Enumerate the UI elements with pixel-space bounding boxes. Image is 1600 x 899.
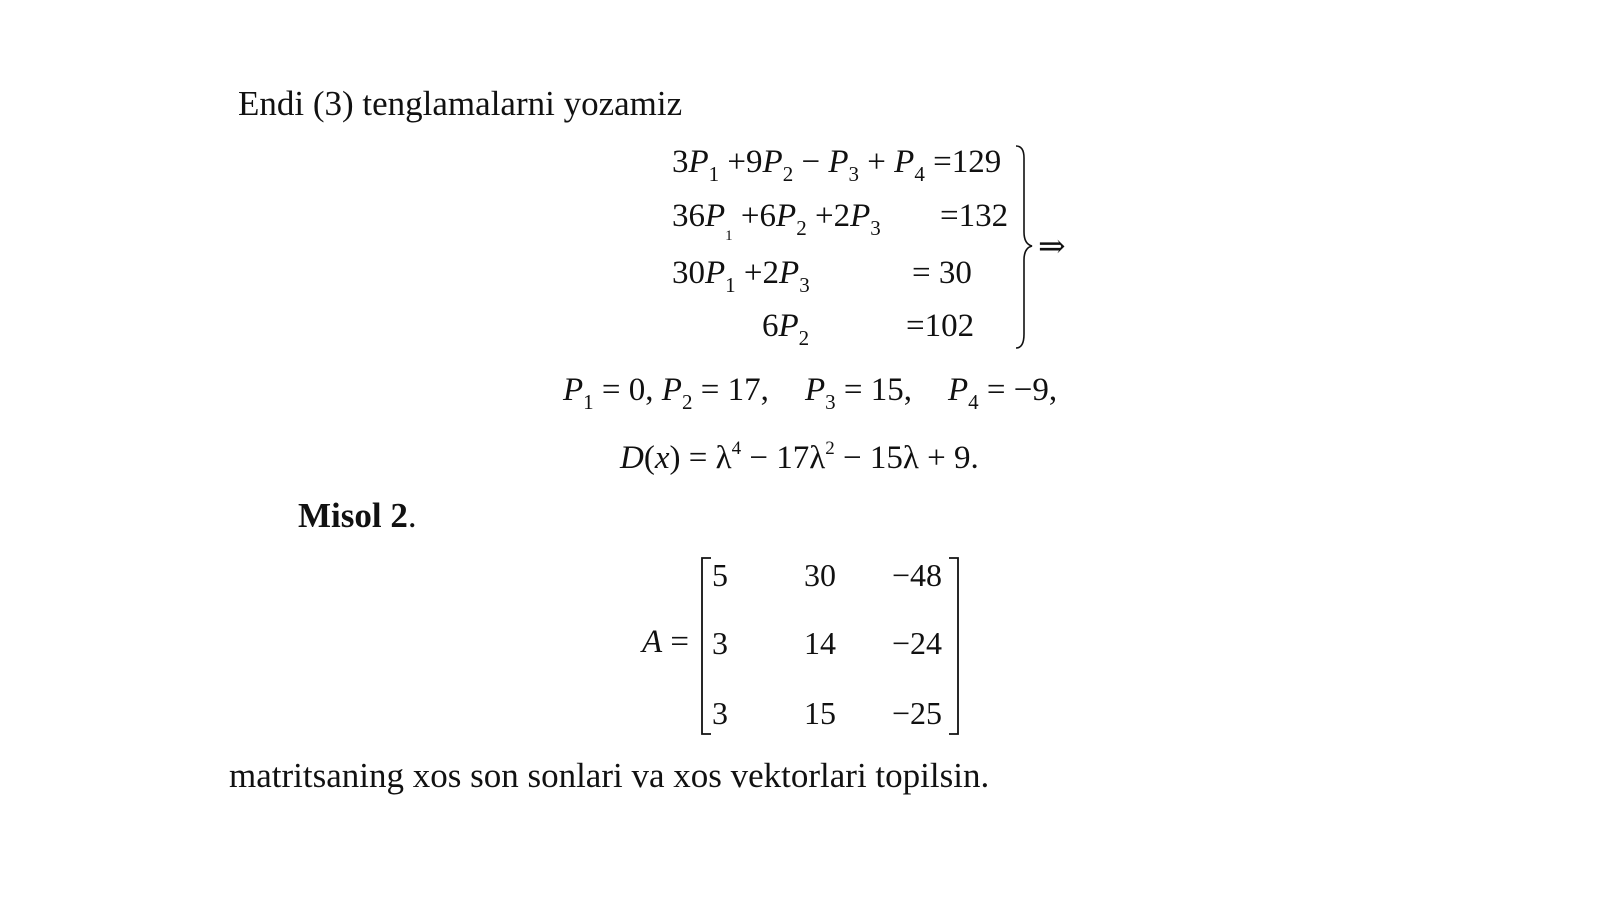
equation-row-4: $6P_2$: [762, 308, 810, 350]
characteristic-polynomial: $D(x) = \lambda^4 - 17\lambda^2 - 15\lambda + 9$.: [620, 438, 979, 476]
matrix-cell: 30: [804, 557, 836, 593]
equation-row-1: $3P_1 +9P_2 - P_3 + P_4 =129$: [672, 144, 1002, 186]
equation-row-3: $30P_1 +2P_3$: [672, 255, 810, 297]
matrix-cell: 5: [712, 557, 728, 593]
matrix-label: A =: [642, 624, 690, 660]
matrix-cell: −25: [892, 695, 943, 731]
matrix-cell: −48: [892, 557, 943, 593]
equation-row-2: $36P_1 +6P_2 +2P_3$: [672, 198, 881, 244]
matrix-cell: 14: [804, 625, 836, 661]
matrix-cell: 3: [712, 695, 728, 731]
solution-p4: $P_4 = -9$,: [948, 372, 1058, 414]
matrix-cell: 15: [804, 695, 836, 731]
implies-arrow: ⇒: [1038, 229, 1066, 265]
example-heading: Misol 2.: [298, 496, 417, 535]
right-brace: [1014, 144, 1034, 350]
matrix-left-bracket: [700, 557, 712, 735]
matrix-right-bracket: [948, 557, 960, 735]
equation-row-3-rhs: = 30: [912, 255, 972, 291]
solution-p1-p2: $P_1 = 0$, $P_2 = 17$,: [563, 372, 769, 414]
solution-p3: $P_3 = 15$,: [805, 372, 913, 414]
matrix-cell: −24: [892, 625, 943, 661]
equation-row-2-rhs: =132: [940, 198, 1009, 234]
matrix-cell: 3: [712, 625, 728, 661]
equation-row-4-rhs: =102: [906, 308, 975, 344]
closing-line: matritsaning xos son sonlari va xos vektorlari topilsin.: [229, 756, 990, 795]
intro-line: Endi (3) tenglamalarni yozamiz: [238, 84, 683, 123]
